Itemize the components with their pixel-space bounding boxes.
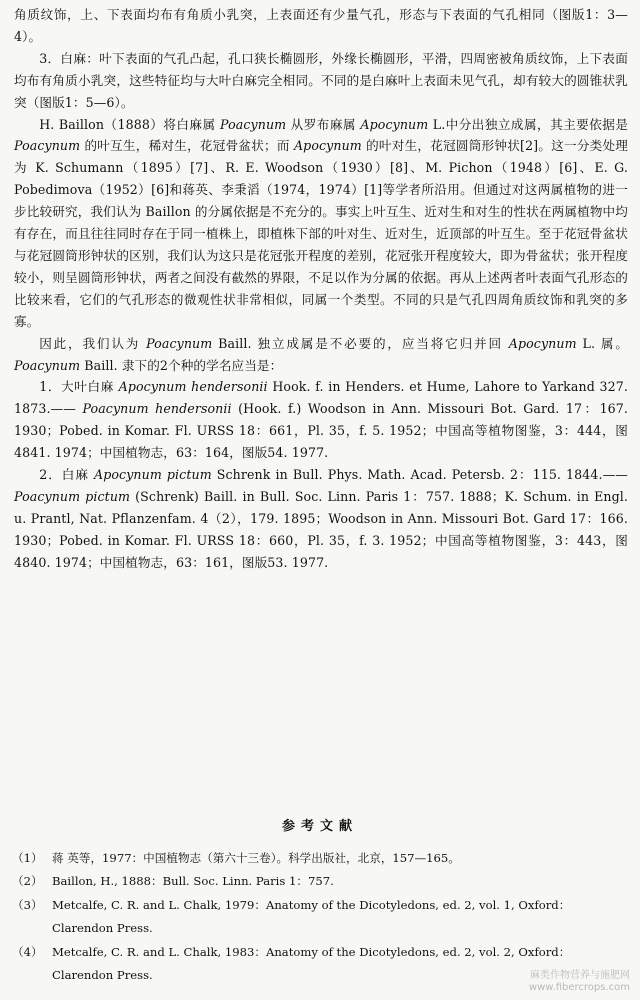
text-segment: Baill. 独立成属是不必要的，应当将它归并回 <box>218 335 503 351</box>
species-entry-hendersonii <box>14 376 628 464</box>
text-segment: Baill. 隶下的2个种的学名应当是： <box>84 357 283 373</box>
article-body <box>14 4 628 574</box>
reference-text: Metcalfe, C. R. and L. Chalk, 1979：Anatomy of the Dicotyledons, ed. 2, vol. 1, Oxford：Clarendon Press. <box>52 897 571 936</box>
text-segment: 1．大叶白麻 <box>39 379 114 395</box>
genus-name: Apocynum <box>293 138 362 154</box>
genus-name: Poacynum <box>14 138 81 154</box>
species-name: Poacynum pictum <box>14 488 131 504</box>
text-segment: L.中分出独立成属，其主要依据是 <box>432 116 629 132</box>
reference-item <box>12 870 628 893</box>
species-name: Poacynum hendersonii <box>82 401 232 417</box>
text-segment: 的叶对生，花冠圆筒形钟状[2]。这一分类处理为 K. Schumann（1895）[7]、R. E. Woodson（1930）[8]、M. Pichon（1948）[6]、E. G. Pobedimova（1952）[6]和蒋英、李秉滔（1974，1974）[1]等学者所沿用。但通过对这两属植物的进一步比较研究，我们认为 Baillon 的分属依据是不充分的。事实上叶互生、近对生和对生的性状在两属植物中均有存在，而且往往同时存在于同一植株上，即植株下部的叶对生、近对生，近顶部的叶互生。至于花冠骨盆状与花冠圆筒形钟状的区别，我们认为这只是花冠张开程度的差别，花冠张开程度较大，即为骨盆状；张开程度较小，则呈圆筒形钟状，两者之间没有截然的界限，不足以作为分属的依据。再从上述两者叶表面气孔形态的比较来看，它们的气孔形态的微观性状非常相似，同属一个类型。不同的只是气孔四周角质纹饰和乳突的多寡。 <box>14 138 628 329</box>
species-name: Apocynum pictum <box>94 467 212 483</box>
references-heading: 参考文献 <box>281 819 358 834</box>
reference-number: （4） <box>12 944 43 959</box>
paragraph-text: 3．白麻：叶下表面的气孔凸起，孔口狭长椭圆形，外缘长椭圆形，平滑，四周密被角质纹饰，上下表面均布有角质小乳突，这些特征均与大叶白麻完全相同。不同的是白麻叶上表面未见气孔，却有较大的圆锥状乳突（图版1：5—6）。 <box>14 50 628 110</box>
text-segment: L. 属。 <box>582 335 629 351</box>
paragraph-conclusion <box>14 333 628 377</box>
genus-name: Poacynum <box>14 357 81 373</box>
reference-text: 蒋 英等，1977：中国植物志（第六十三卷）。科学出版社，北京，157—165。 <box>52 851 460 865</box>
genus-name: Apocynum <box>360 116 429 132</box>
text-segment: 因此，我们认为 <box>39 335 141 351</box>
paragraph-baillon-discussion <box>14 114 628 333</box>
genus-name: Poacynum <box>146 335 213 351</box>
reference-text: Baillon, H., 1888：Bull. Soc. Linn. Paris 1：757. <box>52 874 334 889</box>
species-entry-pictum <box>14 464 628 574</box>
paragraph-stomata-continued <box>14 4 628 48</box>
text-segment: 2．白麻 <box>39 467 89 483</box>
genus-name: Apocynum <box>508 335 577 351</box>
reference-item <box>12 894 628 941</box>
text-segment: 的叶互生，稀对生，花冠骨盆状；而 <box>84 138 290 154</box>
reference-number: （1） <box>12 851 43 865</box>
watermark-line: 麻类作物营养与施肥网 <box>530 970 630 981</box>
references-list <box>12 847 628 987</box>
paragraph-text: 角质纹饰，上、下表面均布有角质小乳突，上表面还有少量气孔，形态与下表面的气孔相同（图版1：3—4）。 <box>14 7 628 44</box>
text-segment: H. Baillon（1888）将白麻属 <box>39 116 216 132</box>
reference-text: Metcalfe, C. R. and L. Chalk, 1983：Anatomy of the Dicotyledons, ed. 2, vol. 2, Oxford：Clarendon Press. <box>52 944 571 983</box>
paragraph-baima <box>14 48 628 114</box>
reference-number: （2） <box>12 874 43 889</box>
genus-name: Poacynum <box>220 116 287 132</box>
species-name: Apocynum hendersonii <box>118 379 268 395</box>
text-segment: Schrenk in Bull. Phys. Math. Acad. Petersb. 2：115. 1844.—— <box>216 467 628 483</box>
watermark-line: www.fibercrops.com <box>528 982 630 993</box>
site-watermark <box>529 970 630 994</box>
reference-number: （3） <box>12 897 43 912</box>
text-segment: 从罗布麻属 <box>290 116 356 132</box>
text-segment: (Schrenk) Baill. in Bull. Soc. Linn. Paris 1：757. 1888；K. Schum. in Engl. u. Prantl, Nat. Pflanzenfam. 4（2），179. 1895；Woodson in Ann. Missouri Bot. Gard 17：166. 1930；Pobed. in Komar. Fl. URSS 18：660，Pl. 35，f. 3. 1952；中国高等植物图鉴，3：443，图4840. 1974；中国植物志，63：161，图版53. 1977. <box>14 488 628 570</box>
reference-item <box>12 847 628 870</box>
text-segment: (Hook. f.) Woodson in Ann. Missouri Bot. Gard. 17：167. 1930；Pobed. in Komar. Fl. URSS 18：661，Pl. 35，f. 5. 1952；中国高等植物图鉴，3：444，图4841. 1974；中国植物志，63：164，图版54. 1977. <box>14 401 629 461</box>
text-segment: Hook. f. in Henders. et Hume, Lahore to Yarkand 327. 1873.—— <box>14 379 628 417</box>
